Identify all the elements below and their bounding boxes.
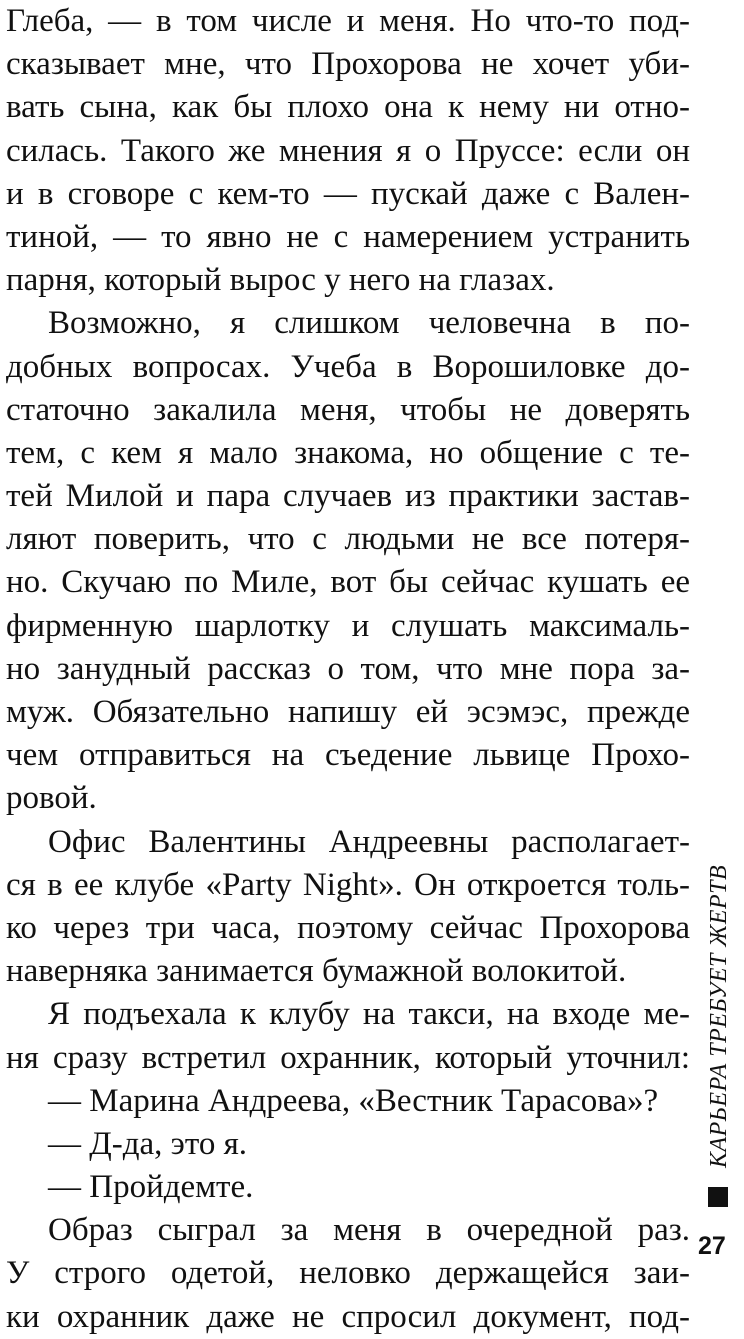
text-line: — Марина Андреева, «Вестник Тарасова»? [48, 1082, 659, 1119]
text-line: ня сразу встретил охранник, который уточнил: [6, 1039, 690, 1076]
text-line: Я подъехала к клубу на такси, на входе ме- [48, 996, 690, 1033]
text-line: вать сына, как бы плохо она к нему ни отно- [6, 89, 690, 126]
page-number: 27 [698, 1232, 726, 1260]
text-line: но занудный рассказ о том, что мне пора за- [6, 650, 690, 687]
text-line: ки охранник даже не спросил документ, под- [6, 1298, 690, 1335]
text-line: статочно закалила меня, чтобы не доверять [6, 391, 690, 428]
text-line: тиной, — то явно не с намерением устранить [6, 218, 690, 255]
text-line: добных вопросах. Учеба в Ворошиловке до- [6, 348, 690, 385]
text-line: но. Скучаю по Миле, вот бы сейчас кушать ее [6, 564, 690, 601]
text-line: и в сговоре с кем-то — пускай даже с Вален- [6, 175, 690, 212]
text-line: тей Милой и пара случаев из практики застав- [6, 478, 690, 515]
text-line: У строго одетой, неловко держащейся заи- [6, 1255, 690, 1292]
text-line: Образ сыграл за меня в очередной раз. [48, 1212, 690, 1249]
text-line: силась. Такого же мнения я о Пруссе: если он [6, 132, 690, 169]
text-line: парня, который вырос у него на глазах. [6, 262, 555, 299]
text-line: Глеба, — в том числе и меня. Но что-то под- [6, 3, 690, 39]
text-line: Возможно, я слишком человечна в по- [48, 305, 690, 342]
text-line: ровой. [6, 780, 97, 817]
text-line: наверняка занимается бумажной волокитой. [6, 953, 627, 990]
text-line: — Пройдемте. [48, 1169, 254, 1206]
text-line: ляют поверить, что с людьми не все потеря- [6, 521, 690, 558]
text-line: тем, с кем я мало знакома, но общение с те- [6, 434, 690, 471]
text-line: Офис Валентины Андреевны располагает- [48, 823, 690, 860]
text-line: ся в ее клубе «Party Night». Он откроется толь- [6, 866, 690, 903]
text-line: — Д-да, это я. [48, 1125, 248, 1162]
body-text [6, 0, 690, 1339]
text-line: чем отправиться на съедение львице Прохо- [6, 737, 690, 774]
text-line: муж. Обязательно напишу ей эсэмэс, прежде [6, 694, 690, 730]
square-bullet-icon [708, 1187, 728, 1207]
text-line: сказывает мне, что Прохорова не хочет уби- [6, 46, 690, 83]
text-line: ко через три часа, поэтому сейчас Прохорова [6, 909, 690, 946]
running-title: КАРЬЕРА ТРЕБУЕТ ЖЕРТВ [706, 864, 732, 1168]
text-line: фирменную шарлотку и слушать максималь- [6, 607, 690, 644]
